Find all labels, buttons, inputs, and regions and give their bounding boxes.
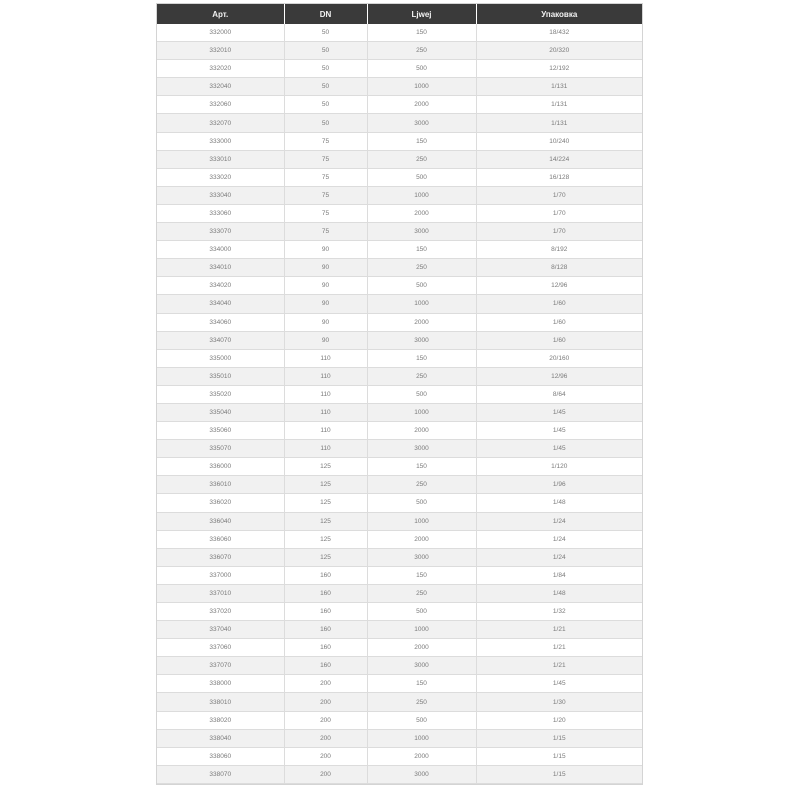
cell-dn: 75 xyxy=(284,223,367,241)
cell-packaging: 1/15 xyxy=(476,765,642,783)
table-body xyxy=(157,24,642,783)
cell-article: 338040 xyxy=(157,729,284,747)
cell-dn: 90 xyxy=(284,295,367,313)
table-row xyxy=(157,675,642,693)
cell-article: 335020 xyxy=(157,385,284,403)
cell-length: 150 xyxy=(367,24,476,42)
cell-packaging: 1/21 xyxy=(476,639,642,657)
cell-length: 1000 xyxy=(367,78,476,96)
cell-article: 332070 xyxy=(157,114,284,132)
cell-dn: 75 xyxy=(284,168,367,186)
cell-article: 334020 xyxy=(157,277,284,295)
table-row xyxy=(157,603,642,621)
table-row xyxy=(157,530,642,548)
cell-article: 338070 xyxy=(157,765,284,783)
cell-dn: 125 xyxy=(284,530,367,548)
cell-dn: 125 xyxy=(284,548,367,566)
table-row xyxy=(157,711,642,729)
cell-dn: 160 xyxy=(284,584,367,602)
table-row xyxy=(157,440,642,458)
table-row xyxy=(157,657,642,675)
cell-dn: 90 xyxy=(284,331,367,349)
cell-article: 337000 xyxy=(157,566,284,584)
cell-article: 332020 xyxy=(157,60,284,78)
cell-dn: 110 xyxy=(284,385,367,403)
cell-dn: 125 xyxy=(284,494,367,512)
header-length: Ljwej xyxy=(367,4,476,24)
cell-article: 335010 xyxy=(157,367,284,385)
cell-packaging: 1/84 xyxy=(476,566,642,584)
cell-length: 1000 xyxy=(367,621,476,639)
cell-article: 336020 xyxy=(157,494,284,512)
cell-dn: 200 xyxy=(284,675,367,693)
cell-dn: 160 xyxy=(284,639,367,657)
cell-dn: 110 xyxy=(284,422,367,440)
cell-packaging: 1/24 xyxy=(476,530,642,548)
cell-dn: 110 xyxy=(284,403,367,421)
cell-packaging: 12/96 xyxy=(476,367,642,385)
table-row xyxy=(157,24,642,42)
cell-length: 500 xyxy=(367,60,476,78)
cell-article: 334040 xyxy=(157,295,284,313)
cell-length: 250 xyxy=(367,259,476,277)
cell-length: 3000 xyxy=(367,331,476,349)
cell-article: 334010 xyxy=(157,259,284,277)
cell-dn: 75 xyxy=(284,150,367,168)
cell-dn: 160 xyxy=(284,603,367,621)
cell-dn: 200 xyxy=(284,693,367,711)
cell-length: 150 xyxy=(367,458,476,476)
header-dn: DN xyxy=(284,4,367,24)
cell-article: 332010 xyxy=(157,42,284,60)
table-row xyxy=(157,259,642,277)
cell-packaging: 1/60 xyxy=(476,295,642,313)
cell-packaging: 1/70 xyxy=(476,223,642,241)
cell-article: 333060 xyxy=(157,204,284,222)
cell-dn: 75 xyxy=(284,204,367,222)
cell-dn: 160 xyxy=(284,657,367,675)
cell-length: 1000 xyxy=(367,186,476,204)
product-table xyxy=(157,4,642,784)
cell-packaging: 14/224 xyxy=(476,150,642,168)
table-row xyxy=(157,96,642,114)
cell-length: 3000 xyxy=(367,765,476,783)
cell-packaging: 1/24 xyxy=(476,512,642,530)
table-row xyxy=(157,42,642,60)
table-row xyxy=(157,494,642,512)
table-row xyxy=(157,204,642,222)
cell-dn: 125 xyxy=(284,512,367,530)
cell-length: 3000 xyxy=(367,440,476,458)
cell-article: 333000 xyxy=(157,132,284,150)
cell-article: 338060 xyxy=(157,747,284,765)
cell-packaging: 12/96 xyxy=(476,277,642,295)
cell-dn: 200 xyxy=(284,747,367,765)
table-row xyxy=(157,331,642,349)
cell-packaging: 1/131 xyxy=(476,78,642,96)
cell-packaging: 1/45 xyxy=(476,440,642,458)
cell-packaging: 1/45 xyxy=(476,403,642,421)
cell-dn: 110 xyxy=(284,349,367,367)
cell-dn: 125 xyxy=(284,458,367,476)
cell-packaging: 1/21 xyxy=(476,621,642,639)
cell-packaging: 1/70 xyxy=(476,186,642,204)
cell-length: 250 xyxy=(367,367,476,385)
table-row xyxy=(157,566,642,584)
table-row xyxy=(157,295,642,313)
cell-length: 2000 xyxy=(367,422,476,440)
cell-packaging: 8/64 xyxy=(476,385,642,403)
cell-article: 337010 xyxy=(157,584,284,602)
cell-packaging: 1/48 xyxy=(476,494,642,512)
cell-article: 332060 xyxy=(157,96,284,114)
cell-dn: 200 xyxy=(284,711,367,729)
cell-article: 333070 xyxy=(157,223,284,241)
table-row xyxy=(157,693,642,711)
cell-article: 332000 xyxy=(157,24,284,42)
table-row xyxy=(157,313,642,331)
cell-length: 150 xyxy=(367,566,476,584)
cell-dn: 110 xyxy=(284,440,367,458)
header-packaging: Упаковка xyxy=(476,4,642,24)
table-row xyxy=(157,422,642,440)
cell-dn: 200 xyxy=(284,729,367,747)
cell-packaging: 1/120 xyxy=(476,458,642,476)
cell-length: 2000 xyxy=(367,96,476,114)
table-row xyxy=(157,403,642,421)
table-row xyxy=(157,729,642,747)
cell-length: 3000 xyxy=(367,657,476,675)
cell-length: 2000 xyxy=(367,313,476,331)
cell-dn: 50 xyxy=(284,24,367,42)
cell-article: 336040 xyxy=(157,512,284,530)
cell-article: 336060 xyxy=(157,530,284,548)
cell-length: 3000 xyxy=(367,548,476,566)
header-article: Арт. xyxy=(157,4,284,24)
cell-length: 150 xyxy=(367,675,476,693)
cell-article: 335040 xyxy=(157,403,284,421)
cell-length: 150 xyxy=(367,241,476,259)
cell-packaging: 1/24 xyxy=(476,548,642,566)
table-row xyxy=(157,186,642,204)
cell-dn: 90 xyxy=(284,313,367,331)
cell-packaging: 1/30 xyxy=(476,693,642,711)
product-table-container xyxy=(156,3,643,785)
table-row xyxy=(157,621,642,639)
cell-length: 2000 xyxy=(367,639,476,657)
cell-length: 500 xyxy=(367,711,476,729)
cell-dn: 90 xyxy=(284,277,367,295)
table-row xyxy=(157,548,642,566)
cell-packaging: 1/45 xyxy=(476,675,642,693)
cell-dn: 160 xyxy=(284,621,367,639)
cell-article: 334000 xyxy=(157,241,284,259)
cell-packaging: 1/70 xyxy=(476,204,642,222)
cell-packaging: 12/192 xyxy=(476,60,642,78)
cell-length: 3000 xyxy=(367,223,476,241)
cell-article: 333040 xyxy=(157,186,284,204)
cell-length: 500 xyxy=(367,494,476,512)
cell-packaging: 1/32 xyxy=(476,603,642,621)
table-row xyxy=(157,367,642,385)
cell-packaging: 20/160 xyxy=(476,349,642,367)
cell-article: 335000 xyxy=(157,349,284,367)
cell-dn: 90 xyxy=(284,259,367,277)
cell-packaging: 18/432 xyxy=(476,24,642,42)
table-row xyxy=(157,277,642,295)
cell-packaging: 1/60 xyxy=(476,313,642,331)
cell-length: 150 xyxy=(367,349,476,367)
cell-dn: 110 xyxy=(284,367,367,385)
cell-dn: 50 xyxy=(284,42,367,60)
cell-packaging: 16/128 xyxy=(476,168,642,186)
cell-length: 250 xyxy=(367,42,476,60)
cell-packaging: 1/131 xyxy=(476,96,642,114)
cell-packaging: 1/15 xyxy=(476,747,642,765)
cell-article: 334060 xyxy=(157,313,284,331)
table-row xyxy=(157,765,642,783)
table-row xyxy=(157,223,642,241)
cell-length: 1000 xyxy=(367,729,476,747)
cell-article: 337070 xyxy=(157,657,284,675)
table-row xyxy=(157,114,642,132)
table-row xyxy=(157,349,642,367)
cell-article: 336000 xyxy=(157,458,284,476)
cell-length: 250 xyxy=(367,150,476,168)
cell-dn: 125 xyxy=(284,476,367,494)
cell-dn: 50 xyxy=(284,60,367,78)
table-row xyxy=(157,78,642,96)
cell-length: 1000 xyxy=(367,295,476,313)
cell-length: 1000 xyxy=(367,403,476,421)
cell-length: 2000 xyxy=(367,204,476,222)
cell-dn: 75 xyxy=(284,132,367,150)
cell-length: 500 xyxy=(367,385,476,403)
cell-dn: 160 xyxy=(284,566,367,584)
table-row xyxy=(157,584,642,602)
table-row xyxy=(157,168,642,186)
cell-packaging: 1/45 xyxy=(476,422,642,440)
cell-packaging: 1/60 xyxy=(476,331,642,349)
cell-length: 250 xyxy=(367,693,476,711)
cell-packaging: 1/48 xyxy=(476,584,642,602)
cell-length: 2000 xyxy=(367,747,476,765)
cell-article: 336070 xyxy=(157,548,284,566)
table-header xyxy=(157,4,642,24)
cell-article: 335060 xyxy=(157,422,284,440)
cell-article: 333020 xyxy=(157,168,284,186)
cell-length: 150 xyxy=(367,132,476,150)
cell-length: 2000 xyxy=(367,530,476,548)
cell-article: 332040 xyxy=(157,78,284,96)
table-row xyxy=(157,60,642,78)
cell-article: 338020 xyxy=(157,711,284,729)
table-row xyxy=(157,150,642,168)
table-row xyxy=(157,476,642,494)
cell-length: 3000 xyxy=(367,114,476,132)
cell-length: 250 xyxy=(367,584,476,602)
cell-article: 336010 xyxy=(157,476,284,494)
cell-packaging: 8/192 xyxy=(476,241,642,259)
table-row xyxy=(157,512,642,530)
cell-dn: 50 xyxy=(284,96,367,114)
cell-packaging: 1/131 xyxy=(476,114,642,132)
cell-packaging: 1/96 xyxy=(476,476,642,494)
table-row xyxy=(157,639,642,657)
cell-article: 337040 xyxy=(157,621,284,639)
table-row xyxy=(157,241,642,259)
table-row xyxy=(157,132,642,150)
cell-article: 333010 xyxy=(157,150,284,168)
cell-article: 337020 xyxy=(157,603,284,621)
cell-packaging: 1/21 xyxy=(476,657,642,675)
table-row xyxy=(157,458,642,476)
cell-length: 500 xyxy=(367,277,476,295)
table-row xyxy=(157,385,642,403)
cell-dn: 50 xyxy=(284,114,367,132)
cell-packaging: 20/320 xyxy=(476,42,642,60)
table-row xyxy=(157,747,642,765)
cell-article: 337060 xyxy=(157,639,284,657)
cell-dn: 90 xyxy=(284,241,367,259)
cell-length: 500 xyxy=(367,603,476,621)
cell-packaging: 10/240 xyxy=(476,132,642,150)
cell-article: 334070 xyxy=(157,331,284,349)
cell-packaging: 1/15 xyxy=(476,729,642,747)
cell-length: 1000 xyxy=(367,512,476,530)
cell-dn: 75 xyxy=(284,186,367,204)
cell-dn: 50 xyxy=(284,78,367,96)
cell-packaging: 8/128 xyxy=(476,259,642,277)
cell-packaging: 1/20 xyxy=(476,711,642,729)
header-row xyxy=(157,4,642,24)
cell-dn: 200 xyxy=(284,765,367,783)
cell-length: 250 xyxy=(367,476,476,494)
cell-length: 500 xyxy=(367,168,476,186)
cell-article: 338010 xyxy=(157,693,284,711)
cell-article: 338000 xyxy=(157,675,284,693)
cell-article: 335070 xyxy=(157,440,284,458)
